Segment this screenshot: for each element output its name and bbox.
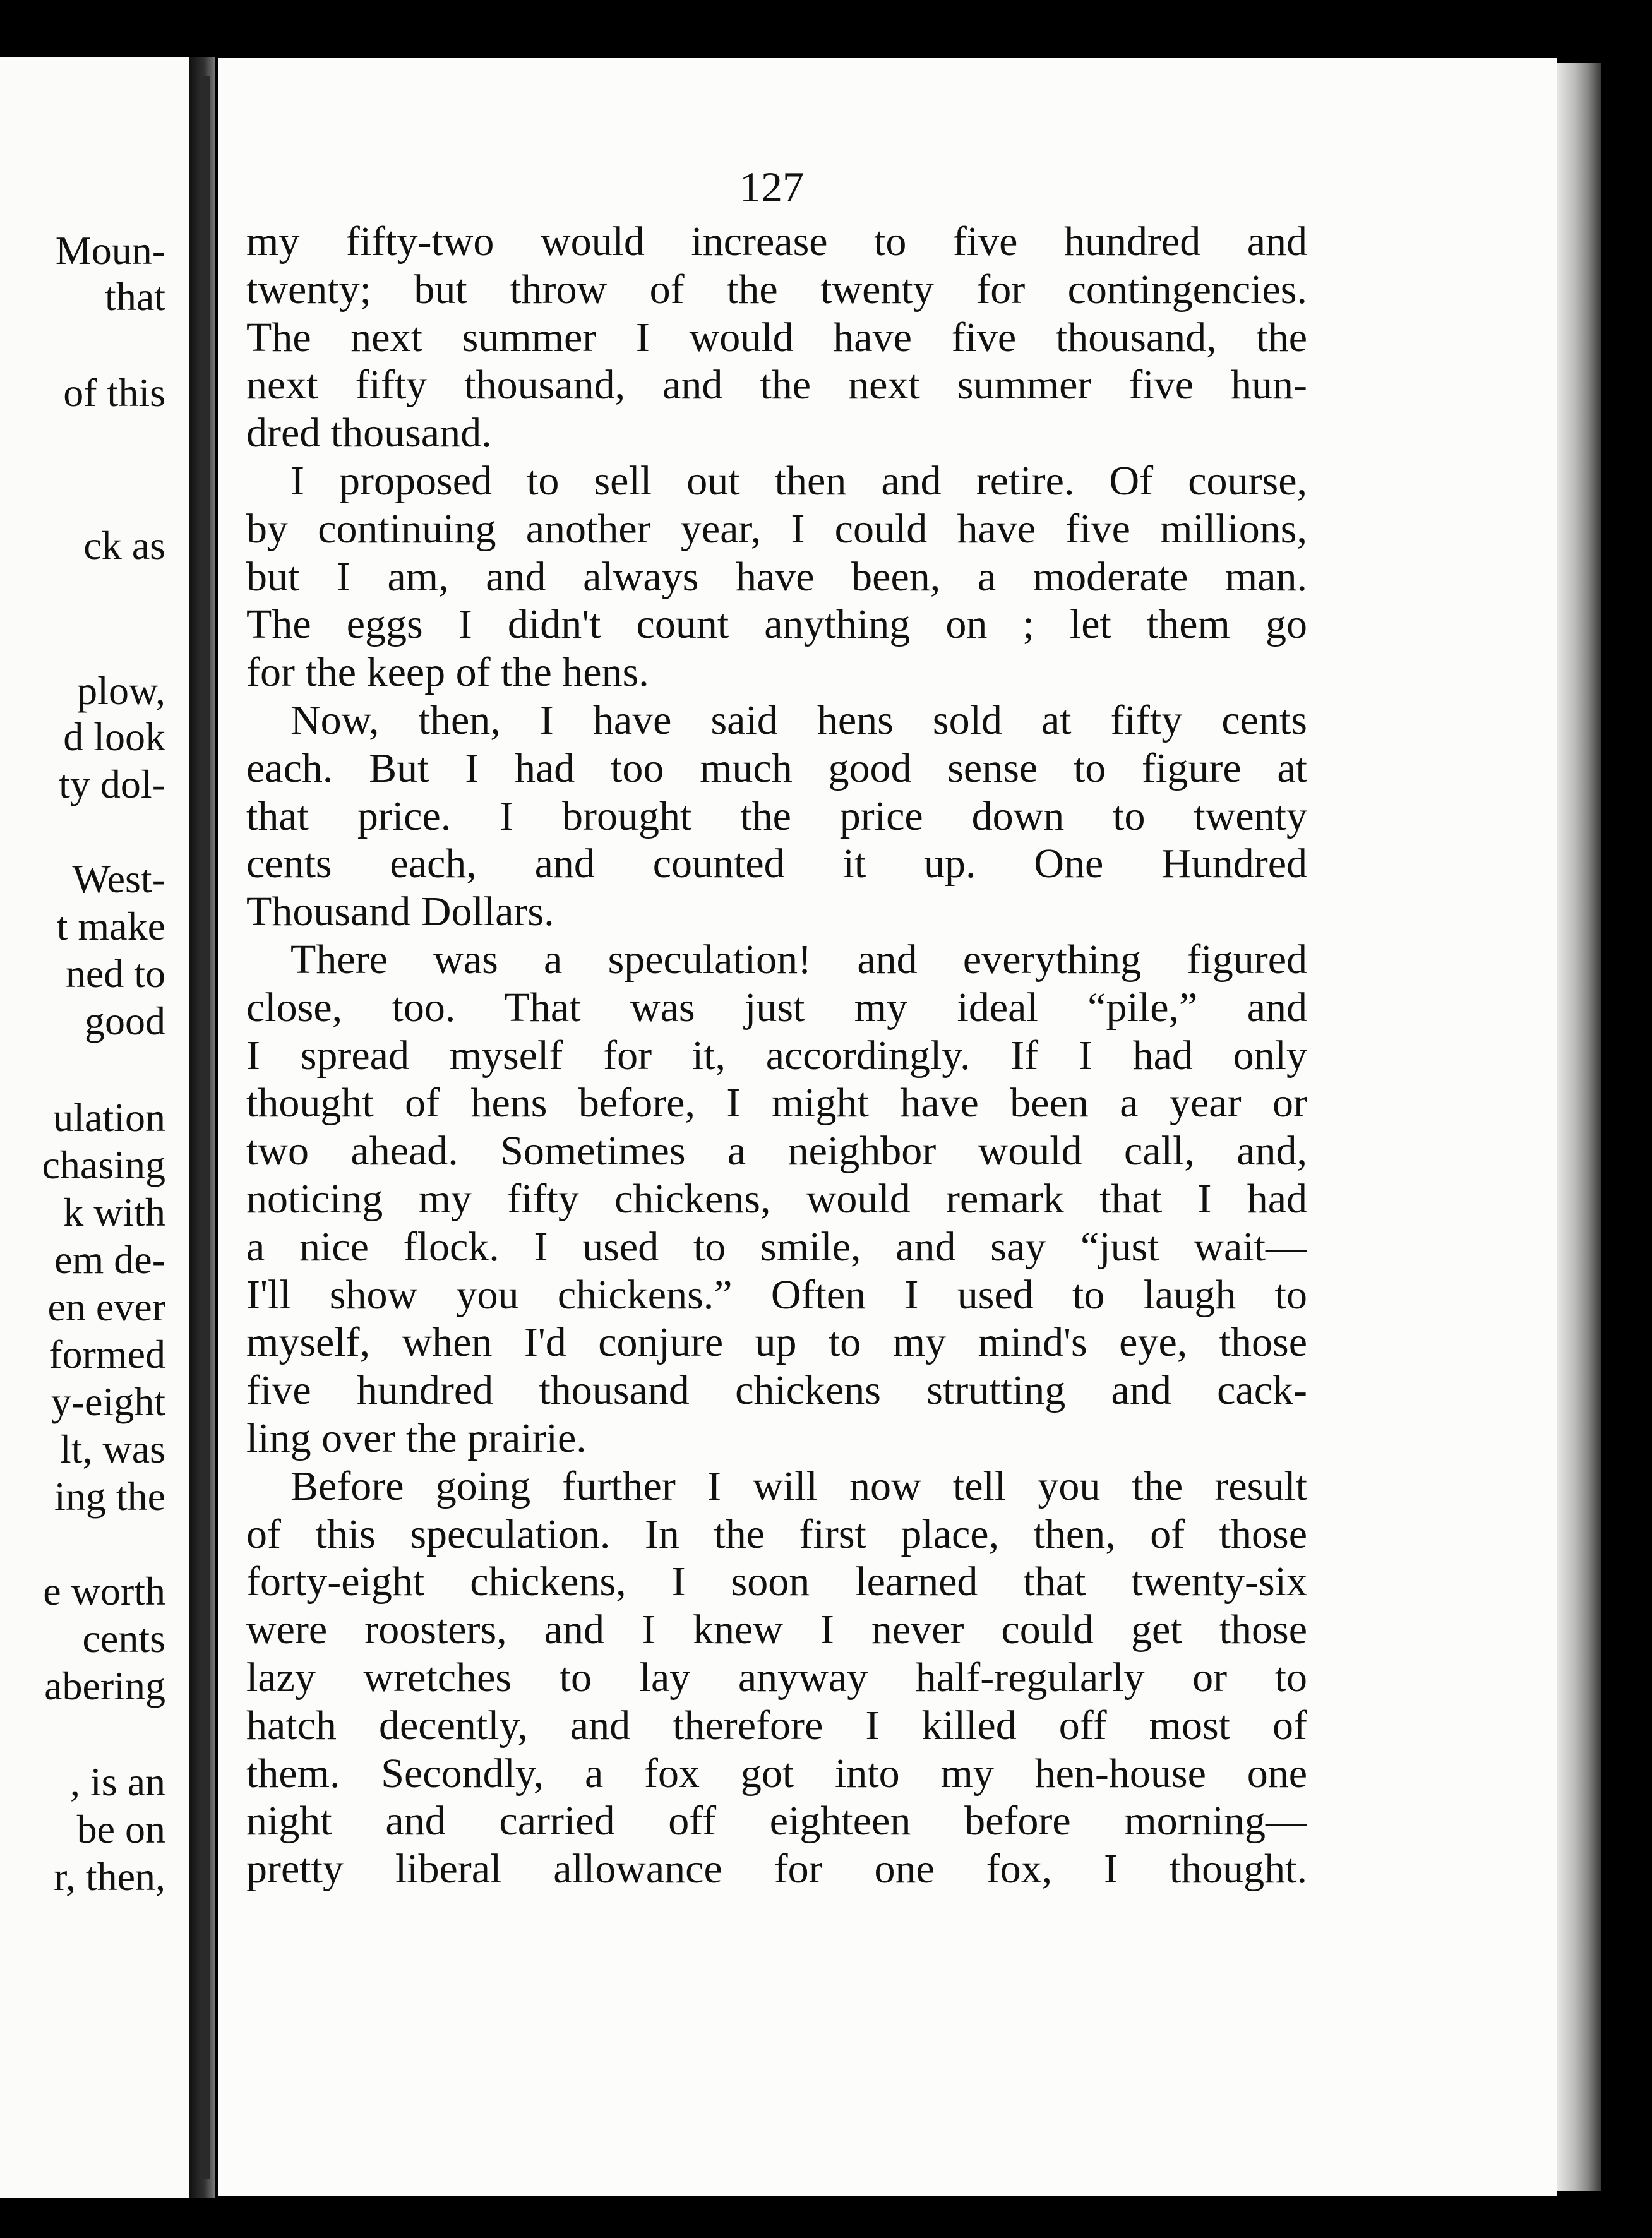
- left-fragment-line: en ever: [47, 1284, 165, 1329]
- left-fragment-line: lt, was: [59, 1427, 165, 1471]
- text-line: that price. I brought the price down to twenty: [246, 793, 1307, 839]
- text-line: but I am, and always have been, a moderate man.: [246, 553, 1307, 600]
- text-line: close, too. That was just my ideal “pile,” and: [246, 984, 1307, 1031]
- left-fragment-line: chasing: [42, 1142, 165, 1187]
- left-fragment-line: r, then,: [54, 1854, 165, 1899]
- left-fragment-line: y-eight: [51, 1379, 165, 1424]
- page-edge-shadow: [1557, 63, 1601, 2191]
- text-line: for the keep of the hens.: [246, 649, 649, 696]
- left-fragment-line: d look: [63, 714, 165, 759]
- text-line: by continuing another year, I could have five millions,: [246, 505, 1307, 552]
- text-line: ling over the prairie.: [246, 1415, 587, 1461]
- left-fragment-line: formed: [49, 1332, 165, 1377]
- left-fragment-line: ty dol-: [59, 762, 165, 806]
- left-fragment-line: that: [105, 274, 165, 319]
- previous-page-fragment: [0, 57, 189, 2198]
- text-line: five hundred thousand chickens strutting and cack-: [246, 1367, 1307, 1414]
- text-line: hatch decently, and therefore I killed off most of: [246, 1702, 1307, 1749]
- left-fragment-line: ned to: [65, 951, 165, 996]
- text-line: The next summer I would have five thousand, the: [246, 314, 1307, 361]
- text-line: were roosters, and I knew I never could get those: [246, 1607, 1307, 1653]
- text-line: Before going further I will now tell you the result: [290, 1463, 1307, 1509]
- text-line: next fifty thousand, and the next summer five hun-: [246, 362, 1307, 409]
- text-line: two ahead. Sometimes a neighbor would call, and,: [246, 1128, 1307, 1175]
- page-number: 127: [739, 163, 804, 211]
- left-fragment-line: e worth: [43, 1569, 165, 1613]
- text-line: twenty; but throw of the twenty for contingencies.: [246, 266, 1307, 313]
- text-line: Now, then, I have said hens sold at fifty cents: [290, 697, 1307, 743]
- text-line: I spread myself for it, accordingly. If I had only: [246, 1032, 1307, 1079]
- left-fragment-line: em de-: [54, 1237, 165, 1282]
- text-line: The eggs I didn't count anything on ; let them go: [246, 601, 1307, 648]
- left-fragment-line: ulation: [53, 1095, 165, 1140]
- text-line: a nice flock. I used to smile, and say “just wait—: [246, 1223, 1307, 1270]
- text-line: thought of hens before, I might have been a year or: [246, 1080, 1307, 1127]
- text-line: I proposed to sell out then and retire. Of course,: [290, 457, 1307, 504]
- text-line: myself, when I'd conjure up to my mind's eye, those: [246, 1319, 1307, 1366]
- text-line: of this speculation. In the first place, then, of those: [246, 1511, 1307, 1557]
- text-line: Thousand Dollars.: [246, 889, 554, 935]
- left-fragment-line: be on: [76, 1807, 165, 1852]
- left-fragment-line: ing the: [54, 1474, 165, 1519]
- left-fragment-line: good: [85, 998, 165, 1043]
- page-body-text: [246, 218, 1307, 1893]
- left-fragment-line: plow,: [77, 668, 165, 713]
- text-line: There was a speculation! and everything figured: [290, 936, 1307, 983]
- left-fragment-line: k with: [63, 1190, 165, 1235]
- left-fragment-line: of this: [63, 370, 165, 415]
- text-line: dred thousand.: [246, 410, 492, 457]
- left-fragment-line: t make: [56, 904, 165, 948]
- gutter-spine-line: [201, 76, 210, 2179]
- left-fragment-line: cents: [82, 1616, 165, 1661]
- text-line: night and carried off eighteen before morning—: [246, 1798, 1307, 1845]
- text-line: cents each, and counted it up. One Hundred: [246, 841, 1307, 887]
- text-line: I'll show you chickens.” Often I used to laugh to: [246, 1271, 1307, 1318]
- text-line: noticing my fifty chickens, would remark that I had: [246, 1175, 1307, 1222]
- left-fragment-line: ck as: [83, 523, 165, 568]
- text-line: pretty liberal allowance for one fox, I thought.: [246, 1846, 1307, 1893]
- text-line: them. Secondly, a fox got into my hen-house one: [246, 1750, 1307, 1797]
- left-fragment-line: abering: [44, 1663, 165, 1708]
- left-fragment-line: Moun-: [55, 228, 165, 273]
- text-line: my fifty-two would increase to five hundred and: [246, 218, 1307, 265]
- left-fragment-line: West-: [72, 856, 165, 901]
- text-line: forty-eight chickens, I soon learned that twenty-six: [246, 1559, 1307, 1605]
- left-fragment-line: , is an: [69, 1759, 165, 1804]
- text-line: each. But I had too much good sense to figure at: [246, 745, 1307, 791]
- text-line: lazy wretches to lay anyway half-regularly or to: [246, 1654, 1307, 1701]
